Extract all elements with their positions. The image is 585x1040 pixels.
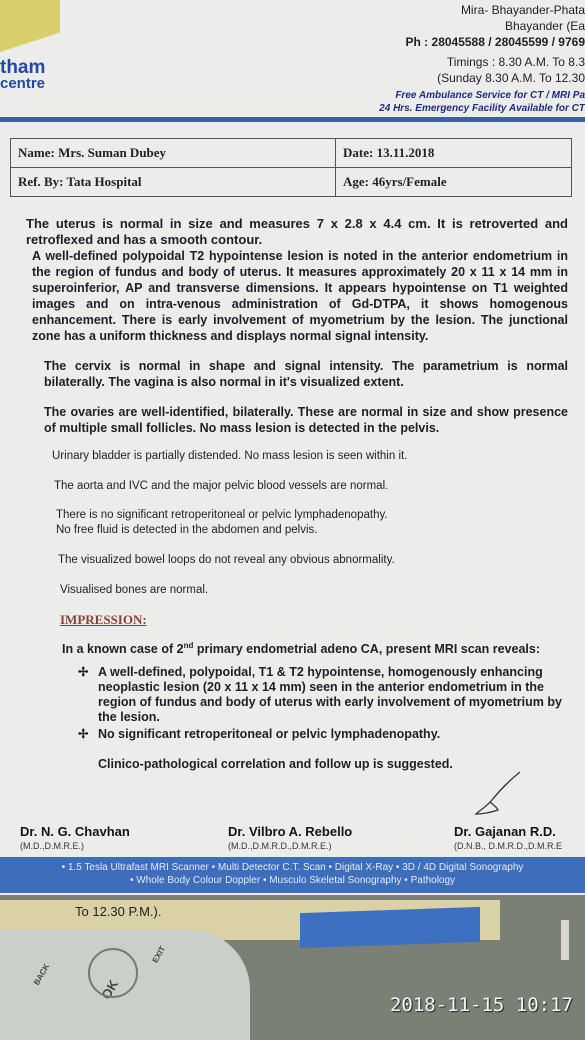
- patient-age: Age: 46yrs/Female: [336, 168, 572, 197]
- emergency-line: 24 Hrs. Emergency Facility Available for CT: [379, 103, 585, 114]
- doctor-name: Dr. Gajanan R.D.: [454, 824, 556, 839]
- finding-vessels: The aorta and IVC and the major pelvic blood vessels are normal.: [54, 480, 389, 492]
- free-fluid-text: No free fluid is detected in the abdomen and pelvis.: [56, 524, 318, 536]
- photo-timestamp: 2018-11-15 10:17: [389, 994, 573, 1016]
- doctor-2: [228, 824, 352, 851]
- impression-item: [78, 727, 568, 742]
- background-object: [561, 920, 569, 960]
- lesion-text: A well-defined polypoidal T2 hypointense lesion is noted in the anterior endometrium in the region of fundus and body of uterus. It measures approximately 20 x 11 x 14 mm in superoinferior, AP and transverse dimensions. It appears hypointense on T1 weighted images and on intra-venous administration of Gd-DTPA, it shows homogenous enhancement. There is early involvement of myometrium by the lesion. The junctional zone has a uniform thickness and displays normal signal intensity.: [32, 249, 568, 343]
- ambulance-line: Free Ambulance Service for CT / MRI Pa: [395, 90, 585, 101]
- report-date: Date: 13.11.2018: [336, 139, 572, 168]
- doctor-qualification: (D.N.B., D.M.R.D.,D.M.R.E: [454, 841, 562, 851]
- address-line-1: Mira- Bhayander-Phata: [460, 3, 585, 17]
- yellow-folder-corner: [0, 0, 60, 52]
- services-band: [0, 857, 585, 893]
- doctor-3: [454, 824, 562, 851]
- logo-text: tham: [0, 57, 46, 78]
- doctor-name: Dr. N. G. Chavhan: [20, 824, 130, 839]
- impression-list: [26, 665, 568, 742]
- clinic-header: [406, 0, 585, 86]
- remote-dpad: [88, 948, 138, 998]
- finding-lesion: [32, 248, 568, 344]
- referred-by: Ref. By: Tata Hospital: [11, 168, 336, 197]
- partial-timing-text: To 12.30 P.M.).: [75, 904, 162, 919]
- clinic-logo: [0, 57, 46, 92]
- bullet-icon: ✢: [78, 665, 89, 680]
- remote-ok-button: OK: [98, 977, 122, 1002]
- second-paper-blue-band: [300, 907, 480, 948]
- impression-title: IMPRESSION:: [60, 612, 147, 627]
- sunday-line: (Sunday 8.30 A.M. To 12.30: [437, 71, 585, 85]
- impression-item-text: No significant retroperitoneal or pelvic lymphadenopathy.: [98, 727, 441, 742]
- address-line-2: Bhayander (Ea: [504, 19, 585, 33]
- doctor-1: [20, 824, 130, 851]
- doctor-qualification: (M.D.,D.M.R.E.): [20, 841, 84, 851]
- remote-back-button: BACK: [31, 962, 52, 987]
- services-line-2: • Whole Body Colour Doppler • Musculo Skeletal Sonography • Pathology: [129, 875, 456, 886]
- impression-item: [78, 665, 568, 725]
- finding-bowel: The visualized bowel loops do not reveal any obvious abnormality.: [58, 554, 395, 566]
- doctor-qualification: (M.D.,D.M.R.D.,D.M.R.E.): [228, 841, 332, 851]
- impression-intro: [62, 638, 568, 657]
- services-line-1: • 1.5 Tesla Ultrafast MRI Scanner • Multi Detector C.T. Scan • Digital X-Ray • 3D / 4D Digital Sonography: [61, 862, 524, 873]
- impression-intro-b: primary endometrial adeno CA, present MRI scan reveals:: [193, 642, 541, 657]
- clinical-note: Clinico-pathological correlation and follow up is suggested.: [98, 757, 453, 772]
- impression-intro-a: In a known case of 2: [62, 642, 184, 657]
- finding-uterus: [26, 216, 568, 248]
- doctor-name: Dr. Vilbro A. Rebello: [228, 824, 353, 839]
- timings-line: Timings : 8.30 A.M. To 8.3: [446, 55, 585, 69]
- patient-name: Name: Mrs. Suman Dubey: [11, 139, 336, 168]
- bullet-icon: ✢: [78, 727, 89, 742]
- logo-subtext: centre: [0, 75, 46, 92]
- header-divider: [0, 117, 585, 122]
- finding-bladder: Urinary bladder is partially distended. No mass lesion is seen within it.: [52, 450, 408, 462]
- remote-control: [0, 930, 250, 1040]
- remote-exit-button: EXIT: [150, 944, 168, 965]
- impression-item-text: A well-defined, polypoidal, T1 & T2 hypointense, homogenously enhancing neoplastic lesion (20 x 11 x 14 mm) seen in the anterior endometrium in the region of fundus and body of uterus with early involvement of myometrium by the lesion.: [98, 665, 562, 725]
- finding-bones: Visualised bones are normal.: [60, 584, 209, 596]
- report-body: [26, 216, 568, 772]
- finding-ovaries: The ovaries are well-identified, bilaterally. These are normal in size and show presence of multiple small follicles. No mass lesion is detected in the pelvis.: [44, 405, 568, 435]
- ambulance-notice: [379, 89, 585, 115]
- phone-line: Ph : 28045588 / 28045599 / 9769: [405, 35, 585, 49]
- uterus-text: The uterus is normal in size and measures 7 x 2.8 x 4.4 cm. It is retroverted and retroflexed and has a smooth contour.: [26, 216, 568, 247]
- lymph-text: There is no significant retroperitoneal or pelvic lymphadenopathy.: [56, 509, 388, 521]
- patient-info-table: [10, 138, 572, 197]
- impression-intro-sup: nd: [183, 641, 194, 650]
- signature-mark: [470, 770, 530, 820]
- finding-lymph: [38, 508, 568, 538]
- finding-cervix: The cervix is normal in shape and signal intensity. The parametrium is normal bilaterally. The vagina is also normal in it's visualized extent.: [44, 359, 568, 389]
